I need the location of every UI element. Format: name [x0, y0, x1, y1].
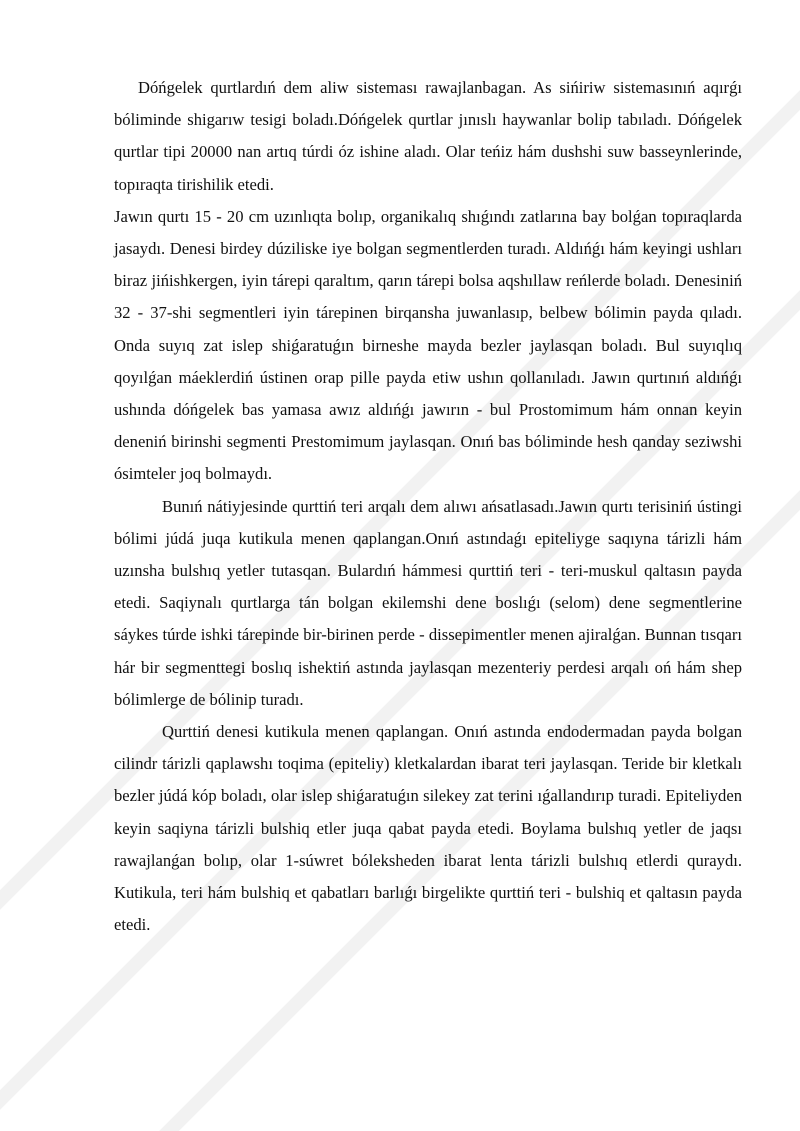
- paragraph-1: Dóńgelek qurtlardıń dem aliw sisteması rawajlanbagan. As sińiriw sistemasınıń aqırǵı bóliminde shigarıw tesigi boladı.Dóńgelek qurtlar jınıslı haywanlar bolip tabıladı. Dóńgelek qurtlar tipi 20000 nan artıq túrdi óz ishine aladı. Olar teńiz hám dushshi suw basseynlerinde, topıraqta tirishilik etedi.: [114, 78, 742, 194]
- paragraph-4: Qurttiń denesi kutikula menen qaplangan. Onıń astında endodermadan payda bolgan cilindr tárizli qaplawshı toqima (epiteliy) kletkalardan ibarat teri jaylasqan. Teride bir kletkalı bezler júdá kóp boladı, olar islep shiǵaratuǵın silekey zat terini ıǵallandırıp turadi. Epiteliyden keyin saqiyna tárizli bulshiq etler juqa qabat payda etedi. Boylama bulshıq yetler de jaqsı rawajlanǵan bolıp, olar 1-súwret bóleksheden ibarat lenta tárizli bulshıq etlerdi quraydı. Kutikula, teri hám bulshiq et qabatları barlıǵı birgelikte qurttiń teri - bulshiq et qaltasın payda etedi.: [114, 722, 742, 935]
- paragraph-2: Jawın qurtı 15 - 20 cm uzınlıqta bolıp, organikalıq shıǵındı zatlarına bay bolǵan topıraqlarda jasaydı. Denesi birdey dúziliske iye bolgan segmentlerden turadı. Aldıńǵı hám keyingi ushları biraz jińishkergen, iyin tárepi qaraltım, qarın tárepi bolsa aqshıllaw reńlerde boladı. Denesiniń 32 - 37-shi segmentleri iyin tárepinen birqansha juwanlasıp, belbew bólimin payda qıladı. Onda suyıq zat islep shiǵaratuǵın birneshe mayda bezler jaylasqan boladı. Bul suyıqlıq qoyılǵan máeklerdiń ústinen orap pille payda etiw ushın qollanıladı. Jawın qurtınıń aldıńǵı ushında dóńgelek bas yamasa awız aldıńǵı jawırın - bul Prostomimum hám onnan keyin deneniń birinshi segmenti Prestomimum jaylasqan. Onıń bas bóliminde hesh qanday seziwshi ósimteler joq bolmaydı.: [114, 206, 742, 484]
- document-body: [114, 72, 742, 941]
- paragraph-3: Bunıń nátiyjesinde qurttiń teri arqalı dem alıwı ańsatlasadı.Jawın qurtı terisiniń ústingi bólimi júdá juqa kutikula menen qaplangan.Onıń astındaǵı epiteliyge saqıyna tárizli hám uzınsha bulshıq yetler tutasqan. Bulardıń hámmesi qurttiń teri - teri-muskul qaltasın payda etedi. Saqiynalı qurtlarga tán bolgan ekilemshi dene boslıǵı (selom) dene segmentlerine sáykes túrde ishki tárepinde bir-birinen perde - dissepimentler menen ajiralǵan. Bunnan tısqarı hár bir segmenttegi boslıq ishektiń astında jaylasqan mezenteriy perdesi arqalı oń hám shep bólimlerge de bólinip turadı.: [114, 496, 742, 709]
